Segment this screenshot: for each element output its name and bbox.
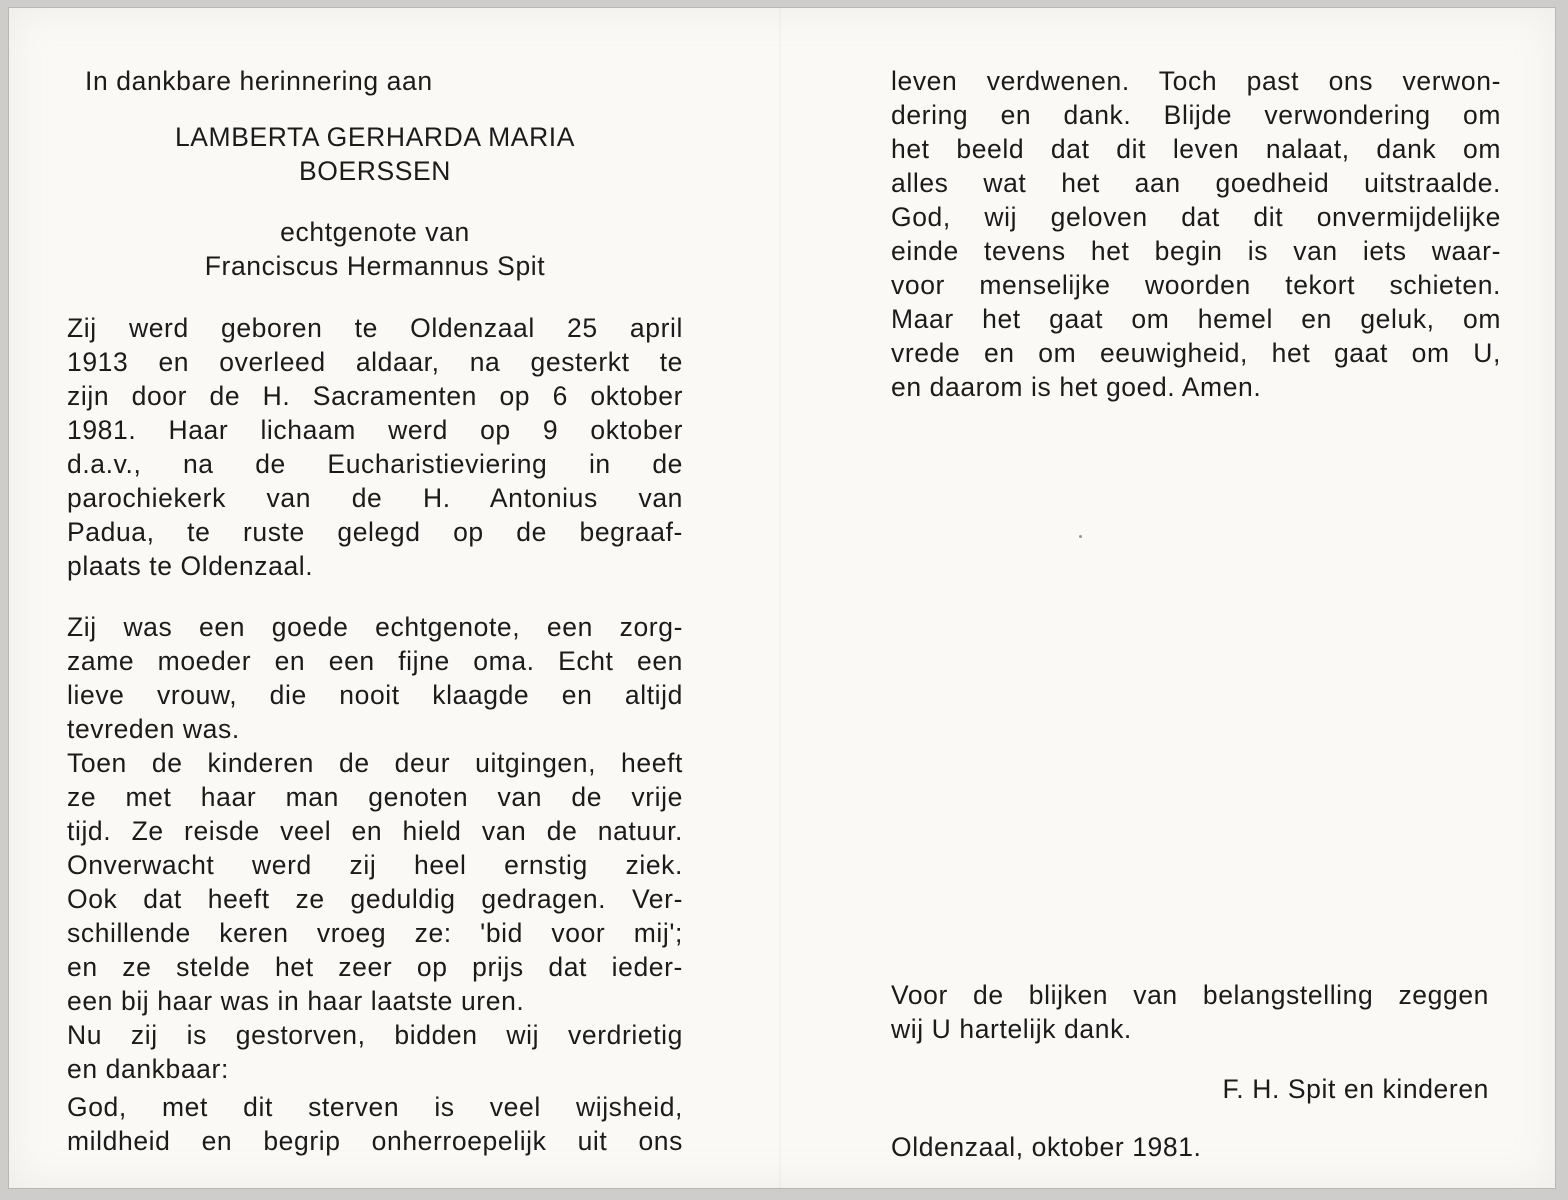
paragraph2-line: en dankbaar:: [67, 1054, 229, 1084]
spouse-label: echtgenote van: [280, 217, 470, 247]
signature: F. H. Spit en kinderen: [1222, 1074, 1489, 1104]
thanks-line: Voor de blijken van belangstelling zeggen: [891, 980, 1489, 1010]
paragraph2-line: Onverwacht werd zij heel ernstig ziek.: [67, 850, 683, 880]
paper-speck: [1079, 535, 1082, 538]
paragraph1-line: d.a.v., na de Eucharistieviering in de: [67, 449, 683, 479]
paragraph2-line: mildheid en begrip onherroepelijk uit ons: [67, 1126, 683, 1156]
paragraph1-line: plaats te Oldenzaal.: [67, 551, 314, 581]
card-fold: [779, 8, 781, 1188]
paragraph1-line: parochiekerk van de H. Antonius van: [67, 483, 683, 513]
prayer-line: voor menselijke woorden tekort schieten.: [891, 270, 1501, 300]
paragraph2-line: zame moeder en een fijne oma. Echt een: [67, 646, 683, 676]
paragraph2-line: en ze stelde het zeer op prijs dat ieder-: [67, 952, 683, 982]
deceased-name-line1: LAMBERTA GERHARDA MARIA: [174, 122, 576, 152]
intro-text: In dankbare herinnering aan: [85, 66, 433, 96]
paragraph2-line: lieve vrouw, die nooit klaagde en altijd: [67, 680, 683, 710]
paragraph2-line: Nu zij is gestorven, bidden wij verdrietig: [67, 1020, 683, 1050]
paragraph2-line: tijd. Ze reisde veel en hield van de natuur.: [67, 816, 683, 846]
prayer-line: einde tevens het begin is van iets waar-: [891, 236, 1501, 266]
deceased-name-line2: BOERSSEN: [298, 156, 452, 186]
thanks-line: wij U hartelijk dank.: [891, 1014, 1132, 1044]
prayer-line: dering en dank. Blijde verwondering om: [891, 100, 1501, 130]
paragraph2-line: een bij haar was in haar laatste uren.: [67, 986, 525, 1016]
paragraph2-line: Ook dat heeft ze geduldig gedragen. Ver-: [67, 884, 683, 914]
spouse-name: Franciscus Hermannus Spit: [204, 251, 546, 281]
memorial-card: [8, 7, 1556, 1189]
paragraph1-line: zijn door de H. Sacramenten op 6 oktober: [67, 381, 683, 411]
paragraph2-line: ze met haar man genoten van de vrije: [67, 782, 683, 812]
prayer-line: alles wat het aan goedheid uitstraalde.: [891, 168, 1501, 198]
paragraph1-line: Padua, te ruste gelegd op de begraaf-: [67, 517, 683, 547]
paragraph1-line: 1913 en overleed aldaar, na gesterkt te: [67, 347, 683, 377]
prayer-line: het beeld dat dit leven nalaat, dank om: [891, 134, 1501, 164]
paragraph2-line: Zij was een goede echtgenote, een zorg-: [67, 612, 683, 642]
prayer-line: vrede en om eeuwigheid, het gaat om U,: [891, 338, 1501, 368]
prayer-line: leven verdwenen. Toch past ons verwon-: [891, 66, 1501, 96]
paragraph2-line: schillende keren vroeg ze: 'bid voor mij';: [67, 918, 683, 948]
prayer-line: en daarom is het goed. Amen.: [891, 372, 1262, 402]
paragraph2-line: Toen de kinderen de deur uitgingen, heeft: [67, 748, 683, 778]
paragraph1-line: 1981. Haar lichaam werd op 9 oktober: [67, 415, 683, 445]
prayer-line: God, wij geloven dat dit onvermijdelijke: [891, 202, 1501, 232]
prayer-line: Maar het gaat om hemel en geluk, om: [891, 304, 1501, 334]
paragraph1-line: Zij werd geboren te Oldenzaal 25 april: [67, 313, 683, 343]
place-date: Oldenzaal, oktober 1981.: [891, 1132, 1202, 1162]
paragraph2-line: God, met dit sterven is veel wijsheid,: [67, 1092, 683, 1122]
paragraph2-line: tevreden was.: [67, 714, 240, 744]
